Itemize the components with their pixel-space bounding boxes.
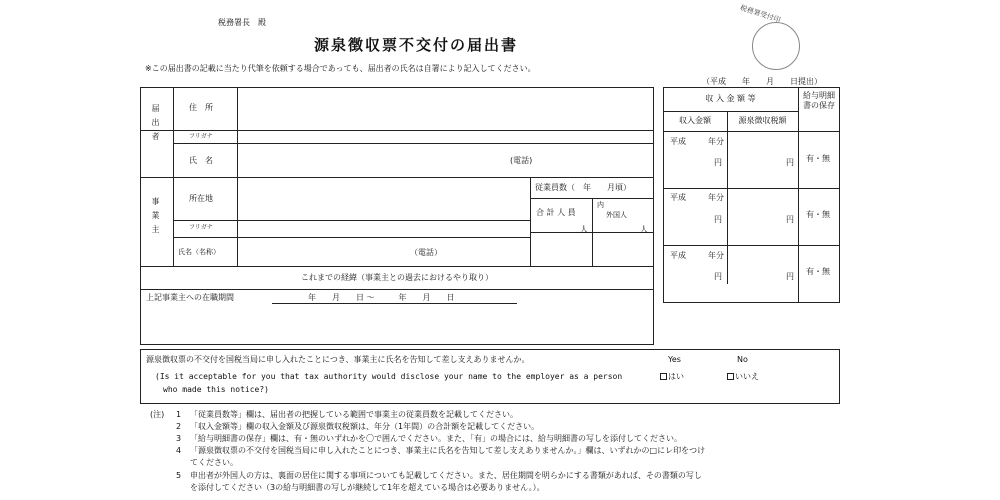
history-header: これまでの経緯（事業主との過去におけるやり取り） xyxy=(301,273,493,282)
yes-jp-label: はい xyxy=(668,372,684,381)
note-4-num: 4 xyxy=(176,446,182,455)
applicant-section-label: 届出者 xyxy=(151,104,160,146)
furigana-field[interactable] xyxy=(239,131,651,142)
employment-period-label: 上記事業主への在職期間 xyxy=(146,293,234,302)
employer-name-label: 氏名（名称） xyxy=(178,248,220,256)
page-title: 源泉徴収票不交付の届出書 xyxy=(314,36,519,54)
note-1-num: 1 xyxy=(176,410,182,419)
col-income: 収入金額 xyxy=(679,116,711,125)
employer-furigana-field[interactable] xyxy=(239,221,528,236)
note-3-num: 3 xyxy=(176,434,182,443)
consent-no-option[interactable] xyxy=(727,373,759,381)
row2-tax-yen: 円 xyxy=(786,215,794,224)
employer-phone-label: （電話） xyxy=(410,248,442,257)
addressee: 税務署長 殿 xyxy=(218,18,266,27)
submission-date: （平成 年 月 日提出） xyxy=(702,77,822,86)
location-label: 所在地 xyxy=(189,194,213,203)
employee-count-label: 従業員数（ 年 月頃） xyxy=(535,183,631,192)
row2-year: 年分 xyxy=(708,193,724,202)
foreign-staff-field[interactable] xyxy=(594,233,652,265)
no-checkbox[interactable] xyxy=(727,373,734,380)
yes-checkbox[interactable] xyxy=(660,373,667,380)
total-staff-field[interactable] xyxy=(532,233,590,265)
row3-income-yen: 円 xyxy=(714,272,722,281)
row1-statement-yesno[interactable]: 有・無 xyxy=(806,154,830,163)
income-header: 収 入 金 額 等 xyxy=(705,94,756,103)
consent-question-en-2: who made this notice?) xyxy=(163,385,269,394)
address-label: 住 所 xyxy=(189,103,213,112)
row1-year: 年分 xyxy=(708,137,724,146)
employer-section-label: 事業主 xyxy=(151,197,160,239)
row3-statement-yesno[interactable]: 有・無 xyxy=(806,267,830,276)
consent-yes-option[interactable] xyxy=(660,373,684,381)
row3-tax-yen: 円 xyxy=(786,272,794,281)
row1-era: 平成 xyxy=(670,137,686,146)
foreign-person-unit: 人 xyxy=(640,225,648,234)
total-staff-label: 合 計 人 員 xyxy=(536,208,576,217)
foreign-label-2: 外国人 xyxy=(606,211,627,219)
receipt-stamp-circle xyxy=(752,22,800,70)
employer-name-field[interactable] xyxy=(239,238,528,265)
note-2-text: 「収入金額等」欄の収入金額及び源泉徴収税額は、年分（1年間）の合計額を記載してください。 xyxy=(190,422,540,431)
note-2-num: 2 xyxy=(176,422,182,431)
row3-year: 年分 xyxy=(708,251,724,260)
instruction-note: ※この届出書の記載に当たり代筆を依頼する場合であっても、届出者の氏名は自署により記入してください。 xyxy=(145,64,536,73)
row2-era: 平成 xyxy=(670,193,686,202)
furigana-label: フリガナ xyxy=(189,133,213,140)
yes-label: Yes xyxy=(668,355,681,364)
consent-question-en-1: (Is it acceptable for you that tax authority would disclose your name to the employer as a person xyxy=(155,372,623,381)
note-4-text-cont: てください。 xyxy=(190,458,238,467)
employment-period-value: 年 月 日 〜 年 月 日 xyxy=(308,293,455,302)
name-field[interactable] xyxy=(239,144,651,176)
row3-era: 平成 xyxy=(670,251,686,260)
name-label: 氏 名 xyxy=(189,156,213,165)
no-jp-label: いいえ xyxy=(735,372,759,381)
note-5-text: 申出者が外国人の方は、裏面の居住に関する事項についても記載してください。また、居住期間を明らかにする書類があれば、その書類の写し xyxy=(190,471,702,480)
stamp-label: 税務署受付印 xyxy=(738,3,782,25)
statement-header: 給与明細書の保存 xyxy=(803,91,835,110)
total-person-unit: 人 xyxy=(580,225,588,234)
address-field[interactable] xyxy=(239,89,651,129)
note-3-text: 「給与明細書の保存」欄は、有・無のいずれかを〇で囲んでください。また、「有」の場合には、給与明細書の写しを添付してください。 xyxy=(190,434,682,443)
col-withholding-tax: 源泉徴収税額 xyxy=(738,116,787,125)
employer-location-field[interactable] xyxy=(239,179,528,219)
employer-furigana-label: フリガナ xyxy=(189,224,213,231)
notes-label: (注) xyxy=(150,410,165,419)
row2-statement-yesno[interactable]: 有・無 xyxy=(806,210,830,219)
row2-income-yen: 円 xyxy=(714,215,722,224)
note-1-text: 「従業員数等」欄は、届出者の把握している範囲で事業主の従業員数を記載してください。 xyxy=(190,410,518,419)
row1-income-yen: 円 xyxy=(714,158,722,167)
row1-tax-yen: 円 xyxy=(786,158,794,167)
phone-label: (電話) xyxy=(510,156,533,165)
note-5-text-cont: を添付してください（3の給与明細書の写しが継続して1年を超えている場合は必要ありません。）。 xyxy=(190,483,545,492)
history-textarea[interactable] xyxy=(142,306,652,343)
note-5-num: 5 xyxy=(176,471,182,480)
note-4-text: 「源泉徴収票の不交付を国税当局に申し入れたことにつき、事業主に氏名を告知して差し支えありませんか。」欄は、いずれかの□にレ印をつけ xyxy=(190,446,706,455)
consent-question-jp: 源泉徴収票の不交付を国税当局に申し入れたことにつき、事業主に氏名を告知して差し支えありませんか。 xyxy=(146,355,530,364)
no-label: No xyxy=(737,355,748,364)
foreign-label-1: 内 xyxy=(597,201,604,209)
